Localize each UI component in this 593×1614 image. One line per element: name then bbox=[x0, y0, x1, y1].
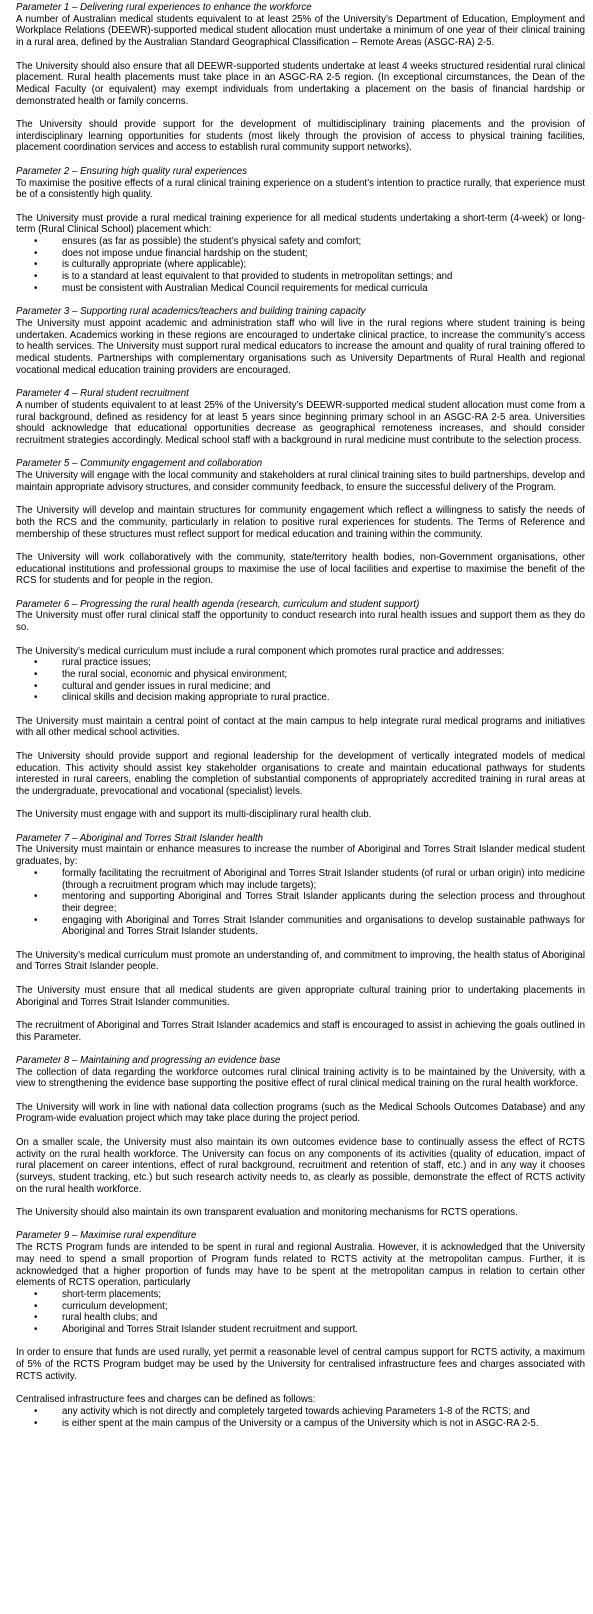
list-item: • cultural and gender issues in rural medicine; and bbox=[16, 681, 585, 693]
list-item: • clinical skills and decision making appropriate to rural practice. bbox=[16, 692, 585, 704]
section-heading: Parameter 4 – Rural student recruitment bbox=[16, 388, 189, 400]
paragraph: To maximise the positive effects of a rural clinical training experience on a student’s intention to practice rurally, that experience must be of a consistently high quality. bbox=[16, 177, 585, 201]
bullet-list bbox=[16, 1289, 585, 1336]
list-item: • rural health clubs; and bbox=[16, 1312, 585, 1324]
paragraph: The University must provide a rural medical training experience for all medical students undertaking a short-term (4-week) or long-term (Rural Clinical School) placement which: bbox=[16, 212, 585, 236]
paragraph: The University should provide support for the development of multidisciplinary training placements and the provision of interdisciplinary learning opportunities for students (most likely through the provision of access to physical training facilities, placement coordination services and access to establish rural community support networks). bbox=[16, 119, 585, 154]
list-item: • the rural social, economic and physical environment; bbox=[16, 669, 585, 681]
section-heading: Parameter 6 – Progressing the rural health agenda (research, curriculum and student support) bbox=[16, 598, 420, 610]
paragraph: Centralised infrastructure fees and charges can be defined as follows: bbox=[16, 1394, 316, 1406]
paragraph: The University’s medical curriculum must include a rural component which promotes rural practice and addresses: bbox=[16, 645, 505, 657]
paragraph: The University must ensure that all medical students are given appropriate cultural training prior to undertaking placements in Aboriginal and Torres Strait Islander communities. bbox=[16, 984, 585, 1008]
paragraph: The University must engage with and support its multi-disciplinary rural health club. bbox=[16, 809, 372, 821]
section-heading: Parameter 5 – Community engagement and collaboration bbox=[16, 458, 263, 470]
paragraph: The University must offer rural clinical staff the opportunity to conduct research into rural health issues and support them as they do so. bbox=[16, 610, 585, 634]
list-item: • mentoring and supporting Aboriginal and Torres Strait Islander applicants during the selection process and throughout their degree; bbox=[16, 891, 585, 914]
bullet-list bbox=[16, 236, 585, 295]
section-heading: Parameter 9 – Maximise rural expenditure bbox=[16, 1230, 197, 1242]
list-item: • curriculum development; bbox=[16, 1301, 585, 1313]
paragraph: A number of Australian medical students equivalent to at least 25% of the University’s Department of Education, Employment and Workplace Relations (DEEWR)-supported medical student allocation must undertake a minimum of one year of their clinical training in a rural area, defined by the Australian Standard Geographical Classification – Remote Areas (ASGC-RA) 2-5. bbox=[16, 13, 585, 49]
section-heading: Parameter 2 – Ensuring high quality rural experiences bbox=[16, 165, 248, 177]
paragraph: On a smaller scale, the University must also maintain its own outcomes evidence base to continually assess the effect of RCTS activity on the rural health workforce. The University can focus on any components of its activities (quality of education, impact of rural placement on career intentions, effect of rural background, recruitment and retention of staff, etc.) and in any way it chooses (surveys, student tracking, etc.) but such research activity needs to, as clearly as possible, demonstrate the effect of RCTS activity on the rural health workforce. bbox=[16, 1136, 585, 1195]
list-item: • any activity which is not directly and completely targeted towards achieving Parameters 1-8 of the RCTS; and bbox=[16, 1406, 585, 1418]
paragraph: The University’s medical curriculum must promote an understanding of, and commitment to improving, the health status of Aboriginal and Torres Strait Islander people. bbox=[16, 949, 585, 973]
paragraph: In order to ensure that funds are used rurally, yet permit a reasonable level of central campus support for RCTS activity, a maximum of 5% of the RCTS Program budget may be used by the University for centralised infrastructure fees and charges associated with RCTS activity. bbox=[16, 1347, 585, 1382]
bullet-list bbox=[16, 657, 585, 704]
bullet-list bbox=[16, 1406, 585, 1429]
paragraph: The University will engage with the local community and stakeholders at rural clinical training sites to build partnerships, develop and maintain appropriate advisory structures, and consider community feedback, to ensure the successful delivery of the Program. bbox=[16, 470, 585, 493]
section-heading: Parameter 3 – Supporting rural academics/teachers and building training capacity bbox=[16, 306, 366, 318]
list-item: • is either spent at the main campus of the University or a campus of the University which is not in ASGC-RA 2-5. bbox=[16, 1418, 585, 1430]
paragraph: The collection of data regarding the workforce outcomes rural clinical training activity is to be maintained by the University, with a view to strengthening the evidence base supporting the positive effect of rural clinical medical training on the rural health workforce. bbox=[16, 1066, 585, 1090]
paragraph: The University must maintain or enhance measures to increase the number of Aboriginal and Torres Strait Islander medical student graduates, by: bbox=[16, 844, 585, 868]
section-heading: Parameter 8 – Maintaining and progressing an evidence base bbox=[16, 1054, 281, 1066]
list-item: • Aboriginal and Torres Strait Islander student recruitment and support. bbox=[16, 1324, 585, 1336]
list-item: • formally facilitating the recruitment of Aboriginal and Torres Strait Islander students (of rural or urban origin) into medicine (through a recruitment program which may include targets); bbox=[16, 868, 585, 891]
paragraph: The University should provide support and regional leadership for the development of vertically integrated models of medical education. This activity should assist key stakeholder organisations to create and maintain educational pathways for students interested in rural careers, enabling the completion of substantial components of appropriately accredited training in rural areas at the undergraduate, prevocational and vocational (specialist) levels. bbox=[16, 750, 585, 797]
paragraph: The University will work collaboratively with the community, state/territory health bodies, non-Government organisations, other educational institutions and professional groups to maximise the use of local facilities and expertise to maximise the benefit of the RCS for students and for people in the region. bbox=[16, 551, 585, 587]
section-heading: Parameter 7 – Aboriginal and Torres Strait Islander health bbox=[16, 832, 263, 844]
list-item: • is to a standard at least equivalent to that provided to students in metropolitan settings; and bbox=[16, 271, 585, 283]
paragraph: The University should also maintain its own transparent evaluation and monitoring mechanisms for RCTS operations. bbox=[16, 1207, 518, 1219]
list-item: • short-term placements; bbox=[16, 1289, 585, 1301]
paragraph: The University will develop and maintain structures for community engagement which reflect a willingness to satisfy the needs of both the RCS and the community, particularly in relation to positive rural experiences for students. The Terms of Reference and membership of these structures must reflect support for medical education and training within the community. bbox=[16, 505, 585, 540]
paragraph: The University will work in line with national data collection programs (such as the Medical Schools Outcomes Database) and any Program-wide evaluation project which may take place during the project period. bbox=[16, 1101, 585, 1125]
list-item: • rural practice issues; bbox=[16, 657, 585, 669]
list-item: • ensures (as far as possible) the student’s physical safety and comfort; bbox=[16, 236, 585, 248]
list-item: • does not impose undue financial hardship on the student; bbox=[16, 248, 585, 260]
paragraph: A number of students equivalent to at least 25% of the University’s DEEWR-supported medical student allocation must come from a rural background, defined as residency for at least 5 years since beginning primary school in an ASGC-RA 2-5 area. Universities should acknowledge that educational opportunities decrease as geographical remoteness increases, and should consider recruitment strategies accordingly. Medical school staff with a background in rural medicine must contribute to the selection process. bbox=[16, 399, 585, 446]
paragraph: The University must appoint academic and administration staff who will live in the rural regions where student training is being undertaken. Academics working in these regions are encouraged to undertake clinical practice, to increase the community’s access to health services. The University must support rural medical educators to increase the amount and quality of rural training offered to medical students. Partnerships with complementary organisations such as University Departments of Rural Health and regional vocational medical education training providers are encouraged. bbox=[16, 317, 585, 376]
paragraph: The University should also ensure that all DEEWR-supported students undertake at least 4 weeks structured residential rural clinical placement. Rural health placements must take place in an ASGC-RA 2-5 region. (In exceptional circumstances, the Dean of the Medical Faculty (or equivalent) may exempt individuals from undertaking a placement on the basis of financial hardship or demonstrated health or family concerns. bbox=[16, 60, 585, 107]
list-item: • engaging with Aboriginal and Torres Strait Islander communities and organisations to develop sustainable pathways for Aboriginal and Torres Strait Islander students. bbox=[16, 915, 585, 938]
list-item: • must be consistent with Australian Medical Council requirements for medical curricula bbox=[16, 283, 585, 295]
bullet-list bbox=[16, 868, 585, 938]
paragraph: The recruitment of Aboriginal and Torres Strait Islander academics and staff is encouraged to assist in achieving the goals outlined in this Parameter. bbox=[16, 1019, 585, 1043]
section-heading: Parameter 1 – Delivering rural experiences to enhance the workforce bbox=[16, 2, 312, 13]
paragraph: The RCTS Program funds are intended to be spent in rural and regional Australia. However, it is acknowledged that the University may need to spend a small proportion of Program funds related to RCTS activity at the metropolitan campus. Further, it is acknowledged that a higher proportion of funds may have to be spent at the metropolitan campus in relation to certain other elements of RCTS operation, particularly bbox=[16, 1242, 585, 1289]
paragraph: The University must maintain a central point of contact at the main campus to help integrate rural medical programs and initiatives with all other medical school activities. bbox=[16, 715, 585, 739]
list-item: • is culturally appropriate (where applicable); bbox=[16, 259, 585, 271]
